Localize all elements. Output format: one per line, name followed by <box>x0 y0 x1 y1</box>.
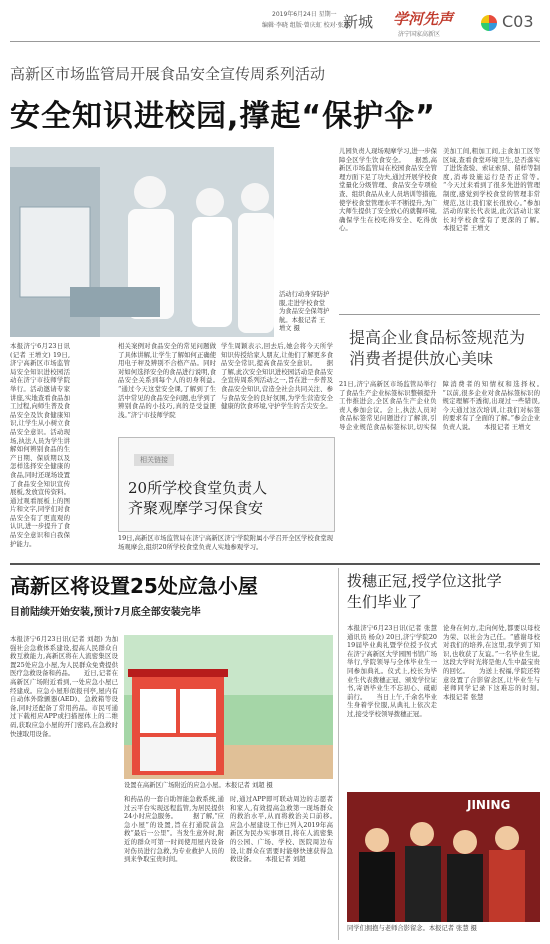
story1-kicker: 高新区市场监管局开展食品安全宣传周系列活动 <box>10 65 326 83</box>
brand-logo-icon <box>481 15 497 31</box>
story2-body: 21日,济宁高新区市场监管局举行了食品生产企业标签标识整顿提升工作推进会,全区食品生产企业负责人参加会议。会上,执法人员对食品标签常见问题进行了解读,引导企业规范食品标签标识,切实保障消费者的知情权和选择权。 “以前,很多企业对食品标签标识的规定理解不透彻,出现过一些错误,今天通过这次培训,让我们对标签的要求有了全面的了解。”参会企业负责人说。 本报记者 王增文 <box>339 380 540 431</box>
story4-body-left: 本报济宁6月23日讯(记者 张慧 通讯员 杨众) 20日,济宁学院2019届毕业典礼暨学位授予仪式在济宁高新区大学园图书馆广场举行,学院领导与全体毕业生一同参加典礼。仪式上,校长为毕业生代表拨穗正冠、颁发学位证书,寄语毕业生不忘初心、砥砺前行。 当日上午,千余名毕业生身着学位服,从典礼上依次走过,接受学校领导拨穗正冠。 <box>347 624 437 718</box>
banner-text: JINING <box>467 798 511 812</box>
story4-photo-caption: 同学们拥抱与老师合影留念。本报记者 张慧 摄 <box>347 925 477 932</box>
related-tag: 相关链接 <box>134 454 174 466</box>
section-name: 新城 <box>343 13 374 31</box>
editor-credits: 编辑·李晓 组版·曾庆虹 校对·张慧 <box>262 22 350 29</box>
issue-date: 2019年6月24日 星期一 <box>272 11 337 18</box>
story4-body-right: 论身在何方,走向何处,都要以母校为荣、以社会为己任。“感谢母校对我们的培养,在这里,我学到了知识,也收获了友谊。”一名毕业生说,这段大学时光将是他人生中最宝贵的回忆。 为送上祝福,学院还特意设置了合影留念区,让毕业生与老师同学记录下这难忘的时刻。 本报记者 张慧 <box>443 624 540 701</box>
story3-body-mid: 和药品的一套自助智能急救系统,通过云平台实现远程监管,为居民提供24小时应急服务。 据了解,“应急小屋”的设置,旨在打通院前急救“最后一公里”。当发生意外时,附近的群众可第一时间使用屋内设备对伤员进行急救,为专业救护人员的到来争取宝贵时间。 <box>124 795 224 864</box>
column-divider <box>338 568 339 940</box>
story1-body-col1: 本报济宁6月23日讯(记者 王增文) 19日,济宁高新区市场监管局安全知识进校园活动在济宁市技师学院举行。活动邀请专家讲座,实地查看食品加工过程,向师生普及食品安全及饮食健康知识,让学生从小树立食品安全意识。活动现场,执法人员为学生讲解如何辨别食品的生产日期、保质期以及怎样选择安全健康的食品,同时还现场设置了食品安全知识宣传展板,发放宣传资料。通过观看展板上的图片和文字,同学们对食品安全有了更直观的认识,进一步提升了食品安全意识和自我保护能力。 <box>10 342 70 548</box>
story3-body-left: 本报济宁6月23日讯(记者 刘超) 为加强社会急救体系建设,提高人民群众自救互救能力,高新区将在人流密集区设置25处应急小屋,为人民群众免费提供医疗急救设备和药品。 近日,记者在高新区广场附近看到,一处应急小屋已经建成。应急小屋形似报刊亭,屋内有自动体外除颤器(AED)、急救箱等设备,同时还配备了常用药品。市民可通过下载相应APP或扫描屋体上的二维码,获取应急小屋的开门密码,在急救时快速取用设备。 <box>10 635 118 738</box>
brand-subtitle: 济宁国家高新区 <box>398 31 441 38</box>
story1-photo <box>10 147 274 337</box>
story2-headline: 提高企业食品标签规范为消费者提供放心美味 <box>349 328 526 368</box>
story3-headline: 高新区将设置25处应急小屋 <box>10 574 258 598</box>
story4-headline: 拨穗正冠,授学位这批学生们毕业了 <box>347 572 502 611</box>
story3-photo <box>124 635 333 779</box>
story3-dek: 目前陆续开始安装,预计7月底全部安装完毕 <box>10 607 201 618</box>
story1-body-col3: 学生周颖表示,回去后,她会将今天所学知识传授给家人朋友,让他们了解更多食品安全常识,提高食品安全意识。 据了解,此次安全知识进校园活动是食品安全宣传周系列活动之一,旨在进一步普及食品安全知识,营造全社会共同关注、参与食品安全的良好氛围,为学生营造安全健康的饮食环境,守护学生的舌尖安全。 <box>221 342 333 411</box>
section-divider <box>10 563 540 565</box>
story4-photo <box>347 792 540 922</box>
emergency-hut-photo-illustration <box>124 635 333 779</box>
story1-body-col2: 相关案例对食品安全的常见问题做了具体讲解,让学生了解如何正确使用电子秤及辨别不合格产品。同时对如何选择安全的食品进行说明,食品安全关系到每个人的切身利益。 “通过今天这堂安全课,了解到了生活中常见的食品安全问题,也学到了辨别食品的小技巧,真的是受益匪浅。”济宁市技师学院 <box>118 342 216 419</box>
story3-body-right: 时,通过APP即可联动周边的志愿者和家人,有效提高急救第一现场群众的救治水平,从而将救治关口前移。 应急小屋建设工作已列入2019年高新区为民办实事项目,将在人流密集的公园、广场、学校、医院周边布设,让群众在需要时能够快速获得急救设备。 本报记者 刘超 <box>230 795 333 864</box>
story1-body-col5: 美加工间,粗加工间,主食加工区等区域,查看食堂环境卫生,是否落实了进货查验、索证索票、留样等制度,消毒设施运行是否正常等。 “今天过来看到了很多先进的管理制度,感觉到学校食堂的管理非常规范,这让我们家长很放心。”参加活动的家长代表说,此次活动让家长对学校食堂有了更深的了解。 本报记者 王增文 <box>443 147 540 233</box>
story1-headline: 安全知识进校园,撑起“保护伞” <box>10 99 436 134</box>
story3-photo-caption: 设置在高新区广场附近的应急小屋。本报记者 刘超 摄 <box>124 782 273 789</box>
story1-body-col4: 儿园负责人现场观摩学习,进一步保障全区学生饮食安全。 据悉,高新区市场监管局在校园食品安全管理方面下足了功夫,通过开展学校食堂量化分级管理、食品安全专项检查、组织食品从业人员培训等措施,使学校食堂管理水平不断提升,为广大师生提供了安全放心的就餐环境,确保学生在校吃得安全、吃得放心。 <box>339 147 437 233</box>
page-number: C03 <box>502 12 534 31</box>
food-safety-photo-illustration <box>10 147 274 337</box>
related-title: 20所学校食堂负责人齐聚观摩学习保食安 <box>128 479 268 517</box>
story1-photo-caption: 活动行动身穿防护服,走进学校食堂为食品安全保驾护航。本报记者 王增文 摄 <box>279 291 330 332</box>
related-body: 19日,高新区市场监管局在济宁高新区济宁学院附属小学召开全区学校食堂现场观摩会,组织20所学校食堂负责人实地参观学习。 <box>118 534 333 551</box>
header-rule <box>10 41 540 42</box>
brand-name: 学河先声 <box>393 10 454 28</box>
graduation-photo-illustration <box>347 792 540 922</box>
